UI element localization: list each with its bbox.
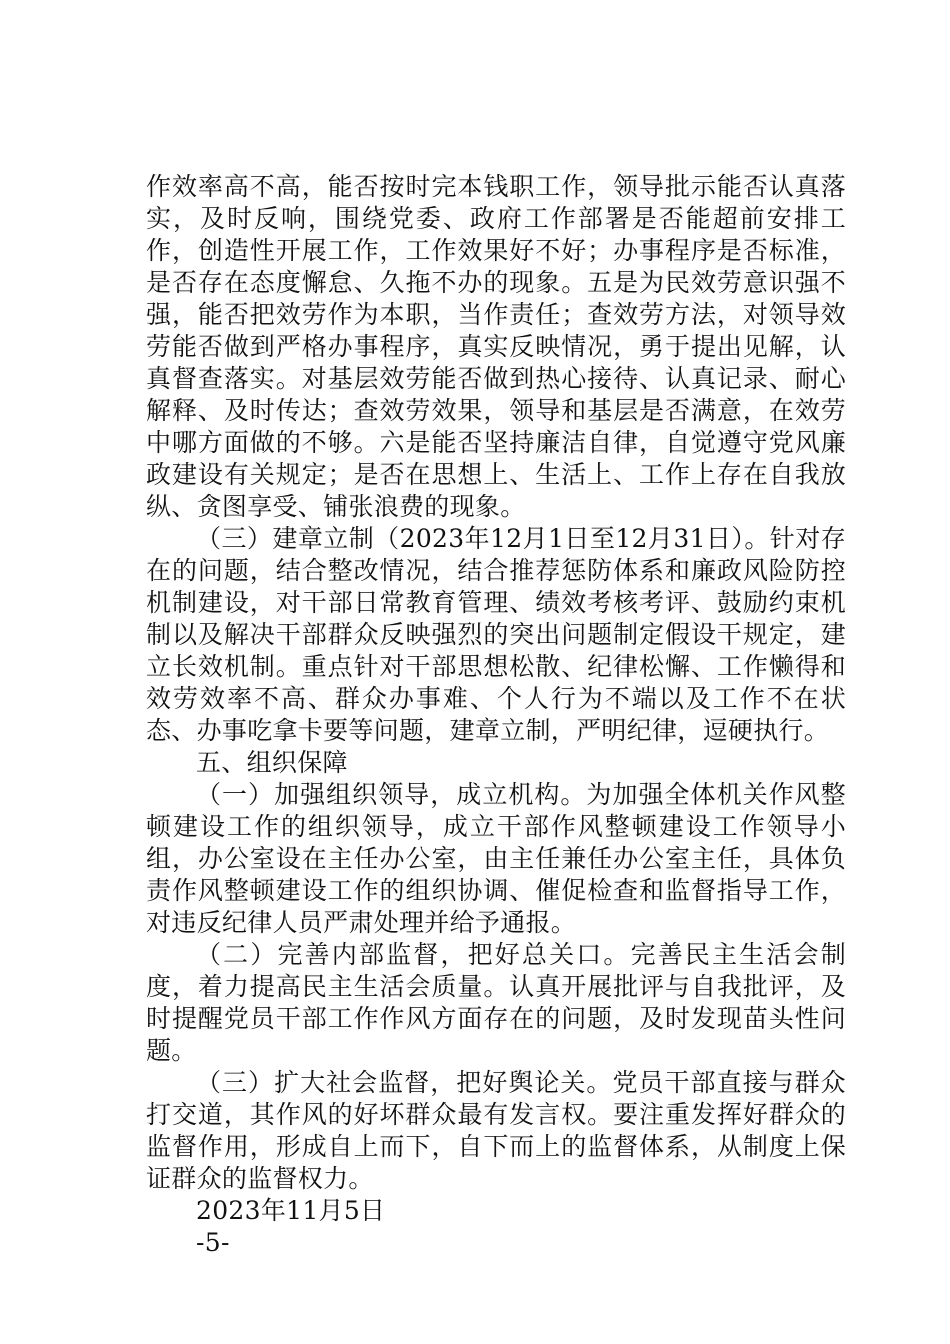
paragraph-internal-supervision: （二）完善内部监督，把好总关口。完善民主生活会制度，着力提高民主生活会质量。认真开展批评与自我批评，及时提醒党员干部工作作风方面存在的问题，及时发现苗头性问题。 [146, 940, 846, 1065]
paragraph-continuation: 作效率高不高，能否按时完本钱职工作，领导批示能否认真落实，及时反响，围绕党委、政府工作部署是否能超前安排工作，创造性开展工作，工作效果好不好；办事程序是否标准，是否存在态度懈怠、久拖不办的现象。五是为民效劳意识强不强，能否把效劳作为本职，当作责任；查效劳方法，对领导效劳能否做到严格办事程序，真实反映情况，勇于提出见解，认真督查落实。对基层效劳能否做到热心接待、认真记录、耐心解释、及时传达；查效劳效果，领导和基层是否满意，在效劳中哪方面做的不够。六是能否坚持廉洁自律，自觉遵守党风廉政建设有关规定；是否在思想上、生活上、工作上存在自我放纵、贪图享受、铺张浪费的现象。 [146, 172, 846, 521]
document-body [146, 171, 846, 1259]
section-heading-organization: 五、组织保障 [196, 748, 348, 777]
page-number: -5- [196, 1228, 230, 1257]
paragraph-establish-rules: （三）建章立制（2023年12月1日至12月31日）。针对存在的问题，结合整改情况，结合推荐惩防体系和廉政风险防控机制建设，对干部日常教育管理、绩效考核考评、鼓励约束机制以及解决干部群众反映强烈的突出问题制定假设干规定，建立长效机制。重点针对干部思想松散、纪律松懈、工作懒得和效劳效率不高、群众办事难、个人行为不端以及工作不在状态、办事吃拿卡要等问题，建章立制，严明纪律，逗硬执行。 [146, 524, 846, 745]
paragraph-social-supervision: （三）扩大社会监督，把好舆论关。党员干部直接与群众打交道，其作风的好坏群众最有发言权。要注重发挥好群众的监督作用，形成自上而下，自下而上的监督体系，从制度上保证群众的监督权力。 [146, 1068, 846, 1193]
document-date: 2023年11月5日 [196, 1196, 386, 1225]
paragraph-leadership: （一）加强组织领导，成立机构。为加强全体机关作风整顿建设工作的组织领导，成立干部作风整顿建设工作领导小组，办公室设在主任办公室，由主任兼任办公室主任，具体负责作风整顿建设工作的组织协调、催促检查和监督指导工作，对违反纪律人员严肃处理并给予通报。 [146, 780, 846, 937]
